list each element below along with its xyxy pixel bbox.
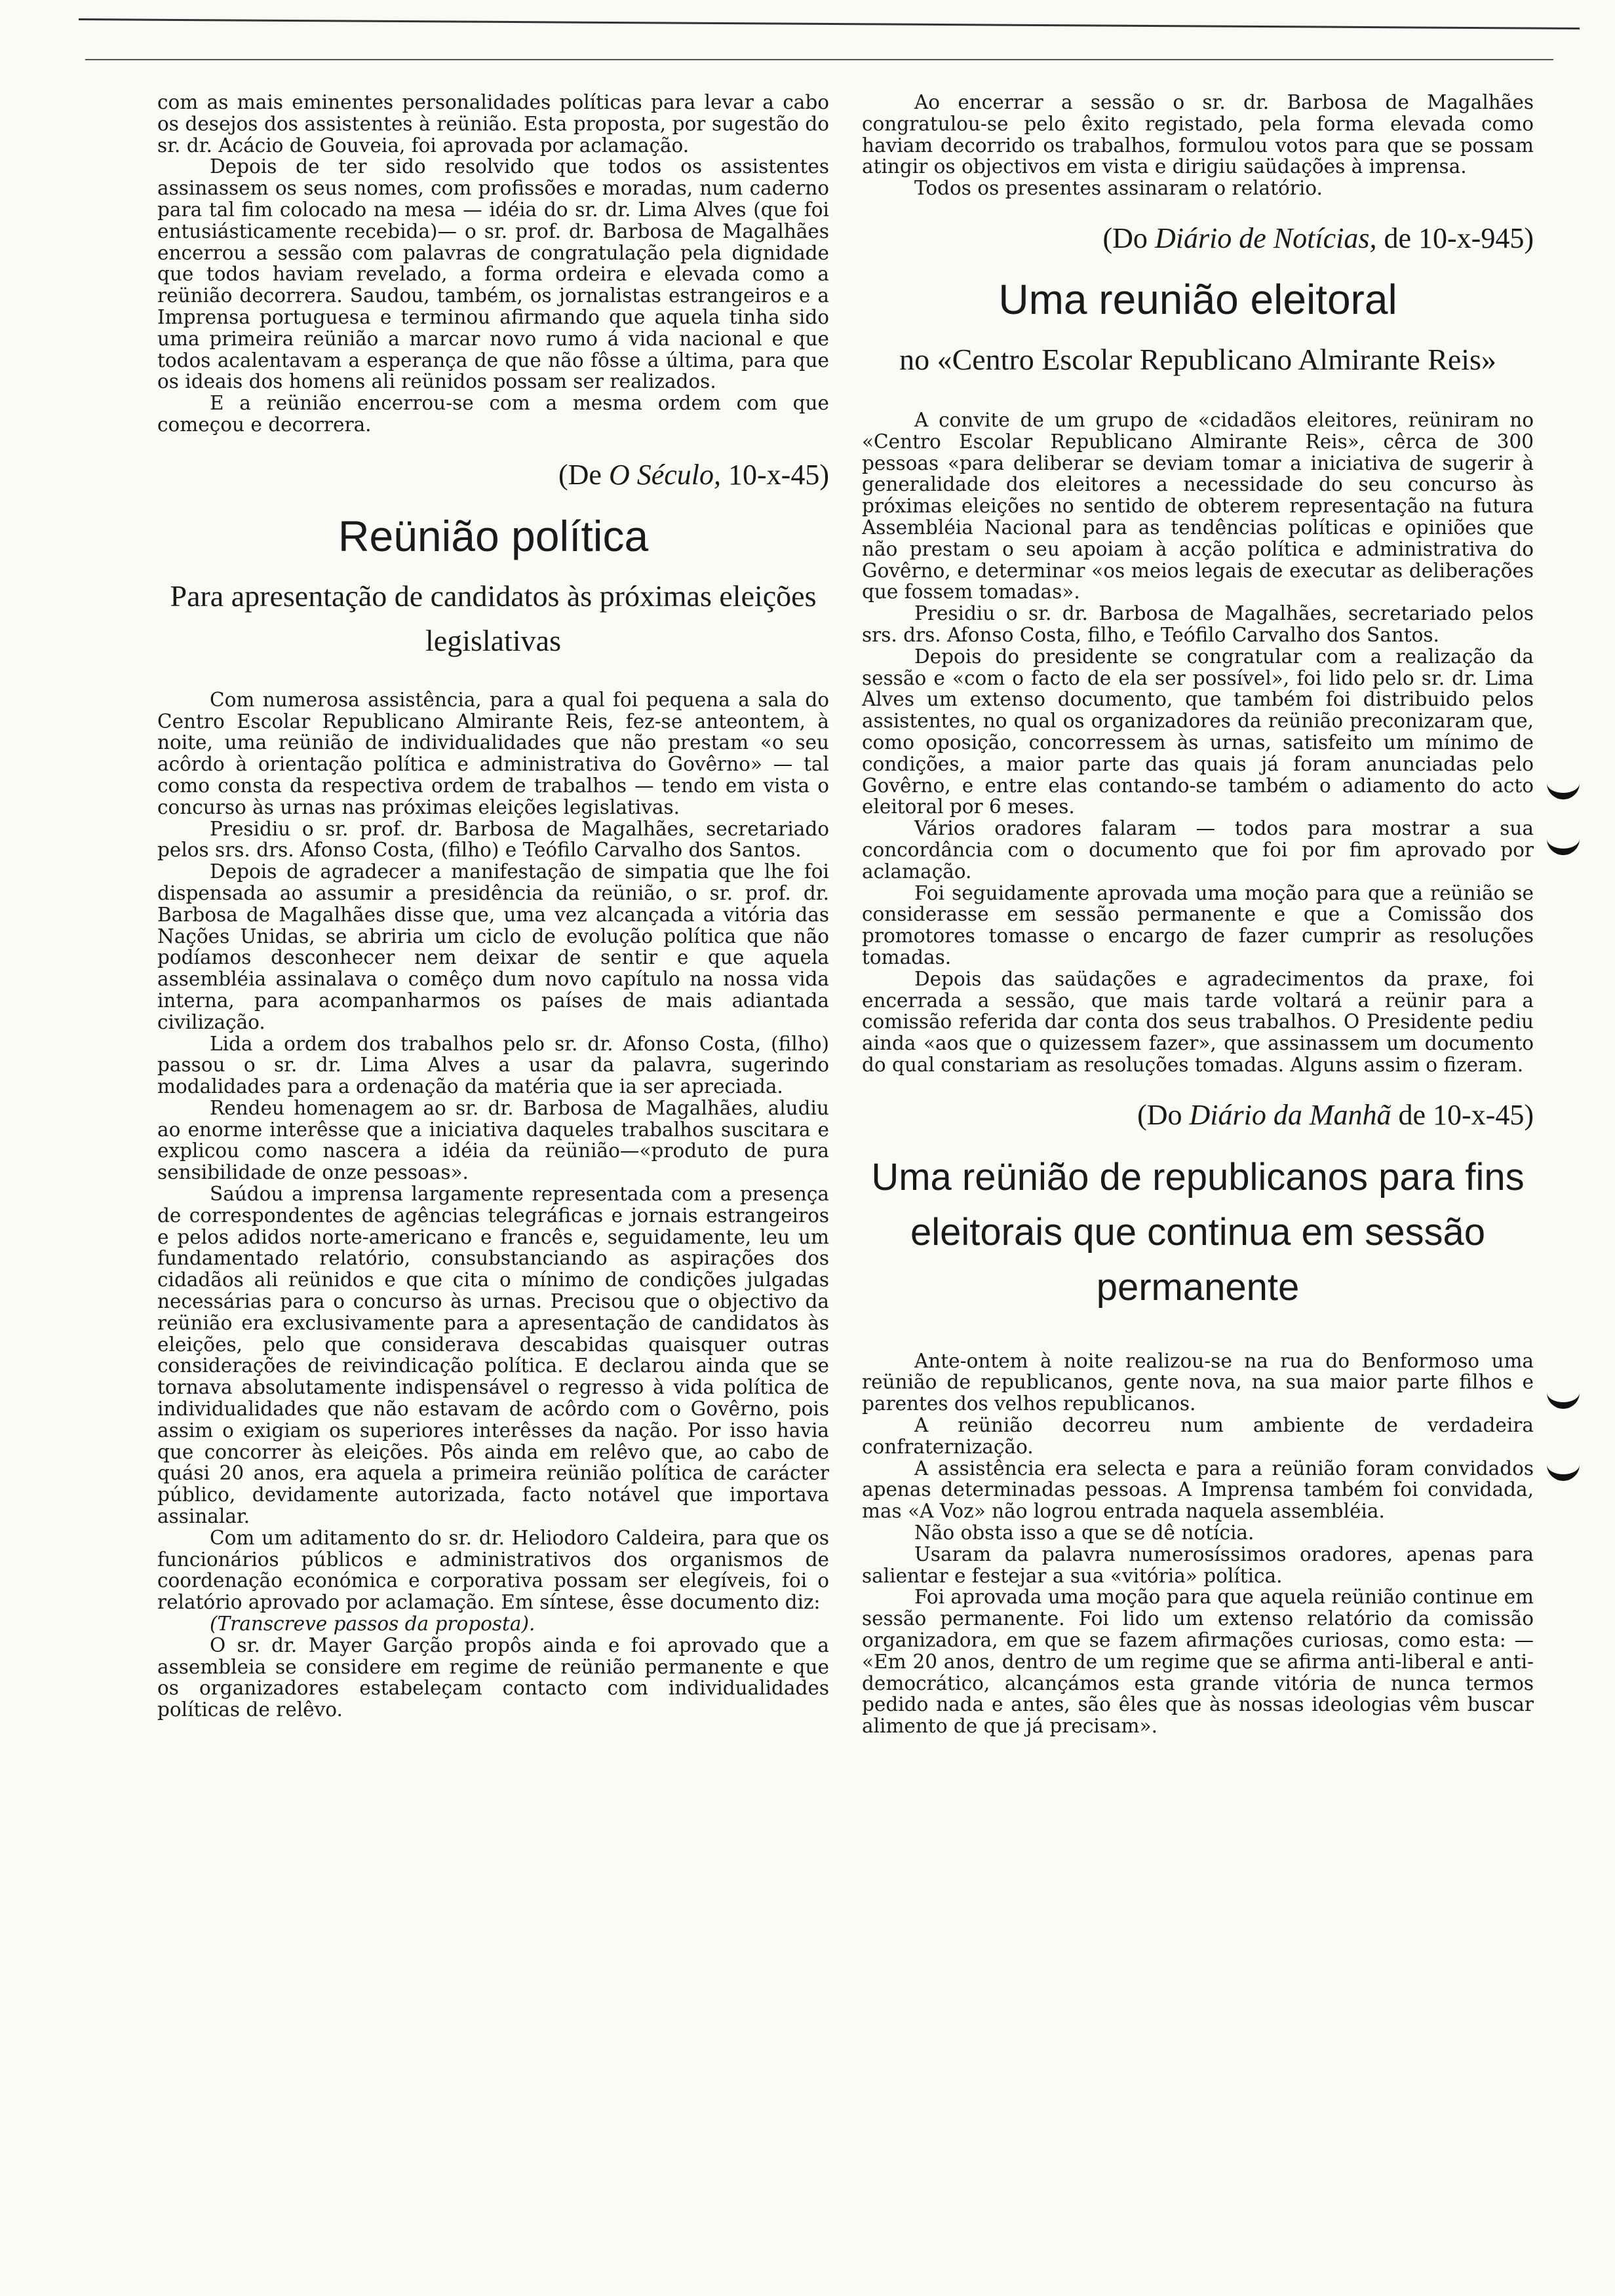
margin-mark-icon [1547, 1448, 1580, 1481]
paragraph: Usaram da palavra numerosíssimos oradores, apenas para salientar e festejar a sua «vitória» política. [862, 1542, 1534, 1587]
paragraph: Todos os presentes assinaram o relatório. [914, 177, 1323, 200]
paragraph: Foi seguidamente aprovada uma moção para que a reünião se considerasse em sessão permanente e que a Comissão dos promotores tomasse o encargo de fazer cumprir as resoluções tomadas. [862, 881, 1534, 968]
paragraph: Foi aprovada uma moção para que aquela reünião continue em sessão permanente. Foi lido um extenso relatório da comissão organizadora, em que se fazem afirmações curiosas, como esta: — «Em 20 anos, dentro de um regime que se afirma anti-liberal e anti-democrático, alcançámos esta grande vitória de nunca termos pedido nada e antes, são êles que às nossas ideologias vêm buscar alimento de que já precisam». [862, 1586, 1534, 1738]
margin-mark-icon [1547, 1376, 1580, 1409]
paragraph: Rendeu homenagem ao sr. dr. Barbosa de Magalhães, aludiu ao enorme interêsse que a iniciativa daqueles trabalhos suscitara e explicou como nascera a idéia da reünião—«produto de pura sensibilidade de onze pessoas». [157, 1096, 829, 1184]
paragraph: Ao encerrar a sessão o sr. dr. Barbosa de Magalhães congratulou-se pelo êxito registado, pela forma elevada como haviam decorrido os trabalhos, formulou votos para que se possam atingir os objectivos em vista e dirigiu saüdações à imprensa. [862, 91, 1534, 178]
left-column [157, 92, 829, 1721]
article-subheadline: no «Centro Escolar Republicano Almirante Reis» [899, 342, 1496, 376]
newspaper-name: Diário da Manhã [1189, 1098, 1391, 1131]
article-headline: Uma reünião de republicanos para fins eleitorais que continua em sessão permanente [871, 1155, 1525, 1309]
paragraph: Depois de agradecer a manifestação de simpatia que lhe foi dispensada ao assumir a presidência da reünião, o sr. prof. dr. Barbosa de Magalhães disse que, uma vez alcançada a vitória das Nações Unidas, se abriria um ciclo de evolução política que não podíamos desconhecer nem deixar de sentir e que aquela assembléia assinalava o comêço dum novo capítulo na nossa vida interna, para acompanharmos os países de mais adiantada civilização. [157, 860, 829, 1033]
transcription-note: (Transcreve passos da proposta). [210, 1613, 535, 1636]
paragraph: Presidiu o sr. dr. Barbosa de Magalhães, secretariado pelos srs. drs. Afonso Costa, filho, e Teófilo Carvalho dos Santos. [862, 602, 1534, 646]
paragraph: Depois do presidente se congratular com a realização da sessão e «com o facto de ela ser possível», foi lido pelo sr. dr. Lima Alves um extenso documento, que também foi distribuido pelos assistentes, no qual os organizadores da reünião preconizaram que, como oposição, concorressem às urnas, satisfeito um mínimo de condições, a maior parte das quais já foram anunciadas pelo Govêrno, e entre elas contando-se também o adiamento do acto eleitoral por 6 meses. [862, 645, 1534, 818]
paragraph: O sr. dr. Mayer Garção propôs ainda e foi aprovado que a assembleia se considere em regime de reünião permanente e que os organizadores estabeleçam contacto com individualidades políticas de relêvo. [157, 1634, 829, 1721]
paragraph: Depois de ter sido resolvido que todos os assistentes assinassem os seus nomes, com profissões e moradas, num caderno para tal fim colocado na mesa — idéia do sr. dr. Lima Alves (que foi entusiásticamente recebida)— o sr. prof. dr. Barbosa de Magalhães encerrou a sessão com palavras de congratulação pela dignidade que todos haviam revelado, a forma ordeira e elevada como a reünião decorrera. Saudou, também, os jornalistas estrangeiros e a Imprensa portuguesa e terminou afirmando que aquela tinha sido uma primeira reünião a marcar novo rumo á vida nacional e que todos acalentavam a esperança de que não fôsse a última, para que os ideais dos homens ali reünidos possam ser realizados. [157, 155, 829, 393]
paragraph: Com numerosa assistência, para a qual foi pequena a sala do Centro Escolar Republicano Almirante Reis, fez-se anteontem, à noite, uma reünião de individualidades que não prestam «o seu acôrdo à orientação política e administrativa do Govêrno» — tal como consta da respectiva ordem de trabalhos — tendo em vista o concurso às urnas nas próximas eleições legislativas. [157, 688, 829, 818]
margin-mark-icon [1547, 767, 1580, 799]
article-headline: Uma reunião eleitoral [998, 275, 1397, 323]
article-headline: Reünião política [338, 511, 649, 560]
article-subheadline: Para apresentação de candidatos às próximas eleições legislativas [170, 579, 817, 657]
top-rule-secondary [85, 59, 1553, 60]
source-attribution: (De O Século, 10-x-45) [558, 458, 829, 491]
source-attribution: (Do Diário de Notícias, de 10-x-945) [1102, 221, 1534, 254]
right-column [862, 92, 1534, 1737]
paragraph: Presidiu o sr. prof. dr. Barbosa de Magalhães, secretariado pelos srs. drs. Afonso Costa, (filho) e Teófilo Carvalho dos Santos. [157, 817, 829, 862]
paragraph: A assistência era selecta e para a reünião foram convidados apenas determinadas pessoas. A Imprensa também foi convidada, mas «A Voz» não logrou entrada naquela assembléia. [862, 1457, 1534, 1523]
newspaper-name: Diário de Notícias, [1154, 221, 1377, 254]
margin-mark-icon [1547, 822, 1580, 855]
right-intro [862, 92, 1534, 199]
top-rule [79, 18, 1580, 29]
right-article2-body [862, 1350, 1534, 1737]
paragraph: Ante-ontem à noite realizou-se na rua do Benformoso uma reünião de republicanos, gente nova, na sua maior parte filhos e parentes dos velhos republicanos. [862, 1349, 1534, 1415]
paragraph: Com um aditamento do sr. dr. Heliodoro Caldeira, para que os funcionários públicos e administrativos dos organismos de coordenação económica e corporativa possam ser elegíveis, foi o relatório aprovado por aclamação. Em síntese, êsse documento diz: [157, 1526, 829, 1614]
paragraph: Depois das saüdações e agradecimentos da praxe, foi encerrada a sessão, que mais tarde voltará a reünir para a comissão referida dar conta dos seus trabalhos. O Presidente pediu ainda «aos que o quizessem fazer», que assinassem um documento do qual constariam as resoluções tomadas. Alguns assim o fizeram. [862, 967, 1534, 1076]
paragraph: A reünião decorreu num ambiente de verdadeira confraternização. [862, 1414, 1534, 1458]
paragraph: Vários oradores falaram — todos para mostrar a sua concordância com o documento que foi por fim aprovado por aclamação. [862, 817, 1534, 883]
paragraph: E a reünião encerrou-se com a mesma ordem com que começou e decorrera. [157, 392, 829, 436]
left-intro [157, 92, 829, 436]
paragraph: A convite de um grupo de «cidadãos eleitores, reüniram no «Centro Escolar Republicano Almirante Reis», cêrca de 300 pessoas «para deliberar se deviam tomar a iniciativa de sugerir à generalidade dos eleitores a necessidade do seu concurso às próximas eleições no sentido de obterem representação na futura Assembléia Nacional para as tendências políticas e opiniões que não prestam o seu apoiam à acção política e administrativa do Govêrno, e determinar «os meios legais de executar as deliberações que fossem tomadas». [862, 408, 1534, 603]
paragraph: com as mais eminentes personalidades políticas para levar a cabo os desejos dos assistentes à reünião. Esta proposta, por sugestão do sr. dr. Acácio de Gouveia, foi aprovada por aclamação. [157, 91, 829, 157]
source-attribution: (Do Diário da Manhã de 10-x-45) [1137, 1098, 1534, 1131]
left-article-body [157, 689, 829, 1721]
paragraph: Saúdou a imprensa largamente representada com a presença de correspondentes de agências telegráficas e jornais estrangeiros e pelos adidos norte-americano e francês e, seguidamente, leu um fundamentado relatório, consubstanciando as aspirações dos cidadãos ali reünidos e que cita o mínimo de condições julgadas necessárias para o concurso às urnas. Precisou que o objectivo da reünião era exclusivamente para a apresentação de candidatos às eleições, pelo que considerava descabidas quaisquer outras considerações de reivindicação política. E declarou ainda que se tornava absolutamente indispensável o regresso à vida política de individualidades que não estavam de acôrdo com o Govêrno, pois assim o exigiam os superiores interêsses da nação. Por isso havia que concorrer às eleições. Pôs ainda em relêvo que, ao cabo de quási 20 anos, era aquela a primeira reünião política de carácter público, devidamente autorizada, facto notável que importava assinalar. [157, 1183, 829, 1528]
right-article1-body [862, 410, 1534, 1076]
paragraph: Lida a ordem dos trabalhos pelo sr. dr. Afonso Costa, (filho) passou o sr. dr. Lima Alves a usar da palavra, sugerindo modalidades para a ordenação da matéria que ia ser apreciada. [157, 1032, 829, 1098]
paragraph: Não obsta isso a que se dê notícia. [914, 1521, 1255, 1544]
newspaper-name: O Século, [608, 458, 722, 491]
